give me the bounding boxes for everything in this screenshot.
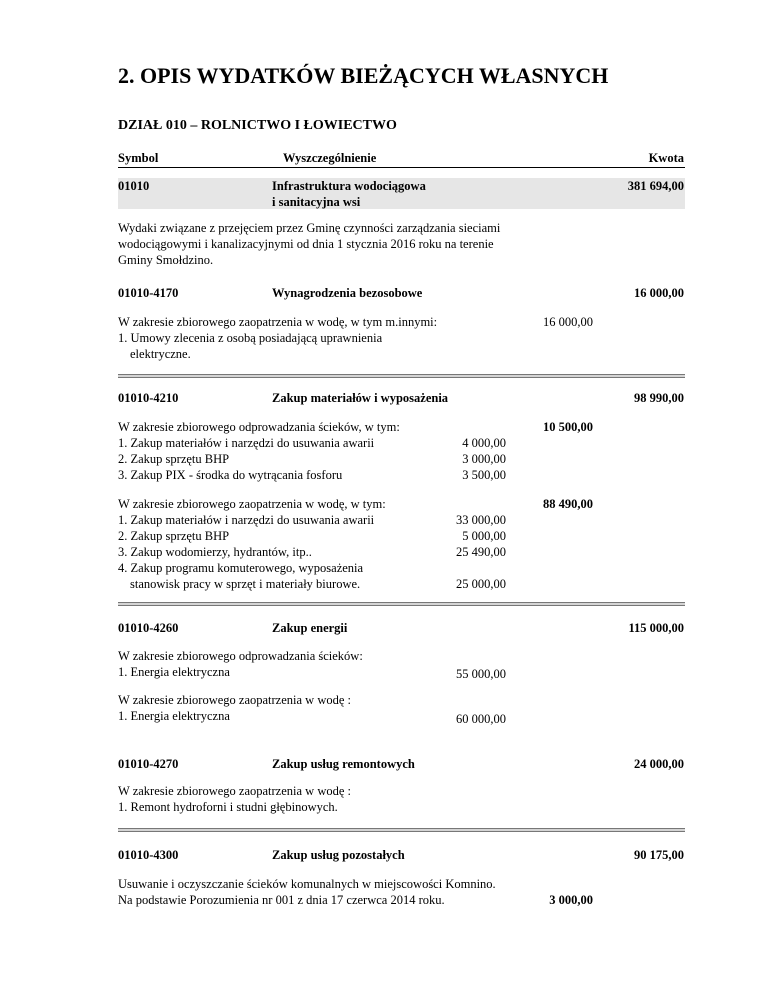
- group-row-value: 25 490,00: [456, 545, 506, 559]
- item-line: Usuwanie i oczyszczanie ścieków komunalnych w miejscowości Komnino.: [118, 877, 496, 891]
- chapter-name-line1: Infrastruktura wodociągowa: [272, 179, 426, 193]
- group-heading: W zakresie zbiorowego zaopatrzenia w wodę :: [118, 693, 351, 707]
- group-row-text: 4. Zakup programu komuterowego, wyposażenia: [118, 561, 364, 575]
- chapter-name-line2: i sanitacyjna wsi: [272, 195, 361, 209]
- row-divider: [118, 828, 685, 832]
- item-amount: 90 175,00: [634, 848, 684, 862]
- item-amount: 24 000,00: [634, 757, 684, 771]
- item-symbol: 01010-4210: [118, 391, 179, 405]
- group-row-value: 33 000,00: [456, 513, 506, 527]
- group-heading: W zakresie zbiorowego odprowadzania ścieków, w tym:: [118, 420, 400, 434]
- section-title: DZIAŁ 010 – ROLNICTWO I ŁOWIECTWO: [118, 118, 397, 133]
- chapter-note-line: Wydaki związane z przejęciem przez Gminę czynności zarządzania sieciami: [118, 221, 501, 235]
- chapter-note-line: wodociągowymi i kanalizacyjnymi od dnia 1 stycznia 2016 roku na terenie: [118, 237, 494, 251]
- group-total: 10 500,00: [543, 420, 593, 434]
- header-divider: [118, 167, 685, 168]
- item-amount: 98 990,00: [634, 391, 684, 405]
- group-heading: W zakresie zbiorowego zaopatrzenia w wodę, w tym:: [118, 497, 386, 511]
- group-row-text: 1. Energia elektryczna: [118, 665, 230, 679]
- item-name: Zakup materiałów i wyposażenia: [272, 391, 449, 405]
- item-name: Zakup usług remontowych: [272, 757, 415, 771]
- group-amount: 3 000,00: [549, 893, 593, 907]
- item-symbol: 01010-4260: [118, 621, 179, 635]
- group-row-text: 3. Zakup wodomierzy, hydrantów, itp..: [118, 545, 312, 559]
- item-line: 1. Umowy zlecenia z osobą posiadającą uprawnienia: [118, 331, 383, 345]
- item-symbol: 01010-4270: [118, 757, 179, 771]
- group-row-value: 4 000,00: [462, 436, 506, 450]
- item-name: Zakup energii: [272, 621, 348, 635]
- item-symbol: 01010-4170: [118, 286, 179, 300]
- item-name: Wynagrodzenia bezosobowe: [272, 286, 423, 300]
- group-total: 88 490,00: [543, 497, 593, 511]
- group-row-text: 1. Zakup materiałów i narzędzi do usuwania awarii: [118, 513, 375, 527]
- item-line: 1. Remont hydroforni i studni głębinowych.: [118, 800, 338, 814]
- item-symbol: 01010-4300: [118, 848, 179, 862]
- group-row-value: 25 000,00: [456, 577, 506, 591]
- group-row-text: 1. Zakup materiałów i narzędzi do usuwania awarii: [118, 436, 375, 450]
- header-amount: Kwota: [648, 151, 684, 165]
- group-row-value: 60 000,00: [456, 712, 506, 726]
- group-row-text: 2. Zakup sprzętu BHP: [118, 452, 230, 466]
- group-row-text: 3. Zakup PIX - środka do wytrącania fosforu: [118, 468, 343, 482]
- group-row-text: 2. Zakup sprzętu BHP: [118, 529, 230, 543]
- group-amount: 16 000,00: [543, 315, 593, 329]
- row-divider: [118, 374, 685, 378]
- header-symbol: Symbol: [118, 151, 159, 165]
- chapter-amount: 381 694,00: [627, 179, 684, 193]
- item-name: Zakup usług pozostałych: [272, 848, 405, 862]
- chapter-note-line: Gminy Smołdzino.: [118, 253, 214, 267]
- item-amount: 115 000,00: [628, 621, 684, 635]
- item-amount: 16 000,00: [634, 286, 684, 300]
- page-title: 2. OPIS WYDATKÓW BIEŻĄCYCH WŁASNYCH: [118, 63, 609, 88]
- item-line: W zakresie zbiorowego zaopatrzenia w wodę, w tym m.innymi:: [118, 315, 438, 329]
- group-row-value: 5 000,00: [462, 529, 506, 543]
- group-row-value: 3 500,00: [462, 468, 506, 482]
- header-description: Wyszczególnienie: [283, 151, 377, 165]
- group-heading: W zakresie zbiorowego odprowadzania ścieków:: [118, 649, 363, 663]
- row-divider: [118, 602, 685, 606]
- chapter-symbol: 01010: [118, 179, 150, 193]
- group-row-value: 3 000,00: [462, 452, 506, 466]
- item-line: elektryczne.: [130, 347, 191, 361]
- group-row-value: 55 000,00: [456, 667, 506, 681]
- item-line: Na podstawie Porozumienia nr 001 z dnia 17 czerwca 2014 roku.: [118, 893, 445, 907]
- group-row-text: stanowisk pracy w sprzęt i materiały biurowe.: [130, 577, 361, 591]
- group-row-text: 1. Energia elektryczna: [118, 709, 230, 723]
- item-line: W zakresie zbiorowego zaopatrzenia w wodę :: [118, 784, 351, 798]
